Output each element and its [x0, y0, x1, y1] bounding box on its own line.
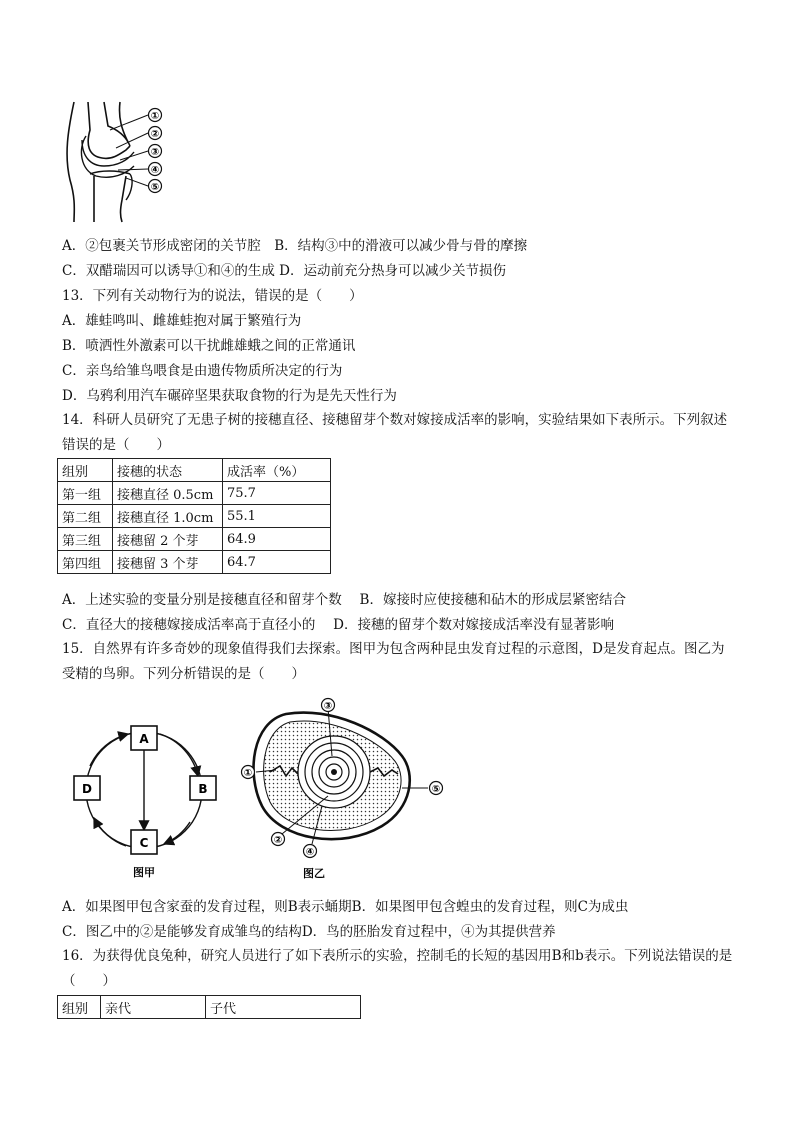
figure-yi-caption: 图乙 — [303, 867, 325, 880]
q13-option-b: B．喷洒性外激素可以干扰雌雄蛾之间的正常通讯 — [62, 338, 356, 354]
table-cell: 第一组 — [58, 482, 113, 505]
q13-option-d: D．乌鸦利用汽车碾碎坚果获取食物的行为是先天性行为 — [62, 388, 397, 404]
q13-option-c: C．亲鸟给雏鸟喂食是由遗传物质所决定的行为 — [62, 363, 343, 379]
table-header-cell: 成活率（%） — [223, 459, 331, 482]
table-cell: 第二组 — [58, 505, 113, 528]
table-cell: 64.9 — [223, 528, 331, 551]
table-cell: 接穗留 3 个芽 — [113, 551, 223, 574]
q14-table — [57, 458, 331, 574]
svg-text:①: ① — [243, 768, 253, 779]
table-header-cell: 组别 — [58, 996, 101, 1019]
label-2 — [149, 127, 162, 141]
figure-jia-cycle-diagram — [64, 718, 234, 883]
table-header-cell: 组别 — [58, 459, 113, 482]
svg-text:C: C — [139, 836, 149, 850]
q16-stem: 16．为获得优良兔种，研究人员进行了如下表所示的实验，控制毛的长短的基因用B和b表示。下列说法错误的是（ ） — [62, 948, 733, 989]
label-4 — [149, 163, 162, 177]
svg-text:①: ① — [150, 111, 160, 122]
figure-jia-caption: 图甲 — [133, 866, 155, 879]
svg-text:②: ② — [273, 835, 283, 846]
q12-option-cd: C．双醋瑞因可以诱导①和④的生成 D．运动前充分热身可以减少关节损伤 — [62, 263, 506, 279]
figure-yi-egg-diagram — [232, 694, 452, 886]
table-header-cell: 亲代 — [101, 996, 206, 1019]
table-cell: 接穗直径 1.0cm — [113, 505, 223, 528]
svg-text:④: ④ — [150, 165, 160, 176]
knee-joint-diagram — [60, 100, 170, 225]
table-cell: 第四组 — [58, 551, 113, 574]
svg-text:④: ④ — [305, 847, 315, 858]
table-row — [58, 505, 331, 528]
q14-stem: 14．科研人员研究了无患子树的接穗直径、接穗留芽个数对嫁接成活率的影响，实验结果如下表所示。下列叙述错误的是（ ） — [62, 412, 728, 453]
node-a — [131, 726, 157, 750]
egg-label-4 — [304, 845, 317, 859]
svg-text:A: A — [139, 732, 149, 746]
table-row — [58, 459, 331, 482]
node-c — [131, 830, 157, 854]
label-3 — [149, 145, 162, 159]
table-cell: 75.7 — [223, 482, 331, 505]
table-cell: 第三组 — [58, 528, 113, 551]
table-cell: 55.1 — [223, 505, 331, 528]
q16-table — [57, 995, 361, 1019]
node-d — [74, 776, 100, 800]
svg-text:B: B — [198, 782, 208, 796]
svg-text:③: ③ — [323, 701, 333, 712]
table-row — [58, 482, 331, 505]
q15-option-ab: A．如果图甲包含家蚕的发育过程，则B表示蛹期B．如果图甲包含蝗虫的发育过程，则C为成虫 — [62, 899, 629, 915]
q13-option-a: A．雄蛙鸣叫、雌雄蛙抱对属于繁殖行为 — [62, 313, 302, 329]
label-5 — [149, 180, 162, 194]
egg-label-5 — [430, 782, 443, 796]
q14-option-cd: C．直径大的接穗嫁接成活率高于直径小的 D．接穗的留芽个数对嫁接成活率没有显著影响 — [62, 617, 614, 633]
q13-stem: 13．下列有关动物行为的说法，错误的是（ ） — [62, 288, 363, 304]
svg-text:⑤: ⑤ — [431, 784, 441, 795]
table-cell: 接穗留 2 个芽 — [113, 528, 223, 551]
egg-label-2 — [272, 833, 285, 847]
table-cell: 接穗直径 0.5cm — [113, 482, 223, 505]
table-header-cell: 子代 — [206, 996, 361, 1019]
table-row — [58, 996, 361, 1019]
egg-label-3 — [322, 699, 335, 713]
table-header-cell: 接穗的状态 — [113, 459, 223, 482]
q14-option-ab: A．上述实验的变量分别是接穗直径和留芽个数 B．嫁接时应使接穗和砧木的形成层紧密结合 — [62, 592, 626, 608]
q12-option-ab: A．②包裹关节形成密闭的关节腔 B．结构③中的滑液可以减少骨与骨的摩擦 — [62, 238, 528, 254]
label-1 — [149, 109, 162, 123]
q15-stem: 15．自然界有许多奇妙的现象值得我们去探索。图甲为包含两种昆虫发育过程的示意图，D是发育起点。图乙为受精的鸟卵。下列分析错误的是（ ） — [62, 641, 725, 682]
table-cell: 64.7 — [223, 551, 331, 574]
svg-text:②: ② — [150, 129, 160, 140]
table-row — [58, 551, 331, 574]
svg-text:③: ③ — [150, 147, 160, 158]
egg-label-1 — [242, 766, 255, 780]
node-b — [190, 776, 216, 800]
q15-option-cd: C．图乙中的②是能够发育成雏鸟的结构D．鸟的胚胎发育过程中，④为其提供营养 — [62, 924, 556, 940]
svg-text:⑤: ⑤ — [150, 182, 160, 193]
table-row — [58, 528, 331, 551]
svg-text:D: D — [82, 782, 92, 796]
